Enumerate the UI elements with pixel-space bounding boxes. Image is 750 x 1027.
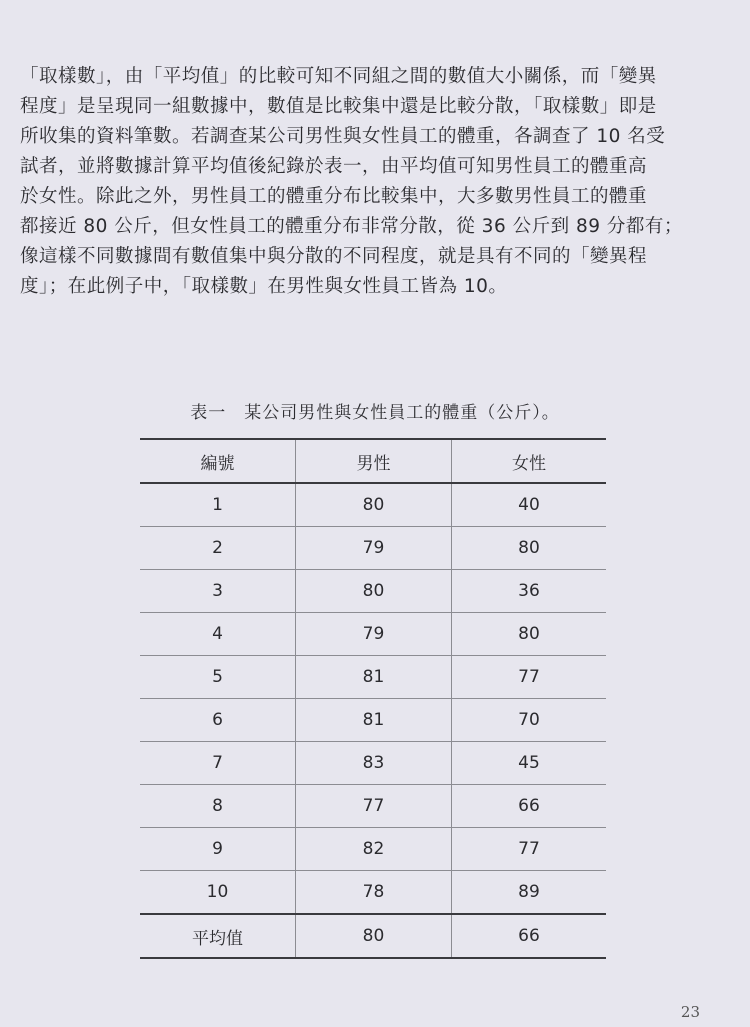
cell-id: 2 xyxy=(140,527,296,570)
table-row xyxy=(140,570,606,613)
cell-female: 80 xyxy=(452,527,607,570)
cell-average-label: 平均值 xyxy=(140,914,296,958)
header-id: 編號 xyxy=(140,439,296,483)
cell-male: 77 xyxy=(296,785,452,828)
table-row xyxy=(140,828,606,871)
header-female: 女性 xyxy=(452,439,607,483)
cell-female: 66 xyxy=(452,785,607,828)
table-caption: 表一 某公司男性與女性員工的體重（公斤）。 xyxy=(190,403,560,423)
table-row xyxy=(140,527,606,570)
table-row xyxy=(140,742,606,785)
cell-id: 5 xyxy=(140,656,296,699)
cell-male: 82 xyxy=(296,828,452,871)
table-row xyxy=(140,656,606,699)
body-paragraph xyxy=(20,62,730,302)
paragraph-line: 度」；在此例子中，「取樣數」在男性與女性員工皆為 10。 xyxy=(20,276,508,297)
paragraph-line: 「取樣數」，由「平均值」的比較可知不同組之間的數值大小關係，而「變異 xyxy=(20,66,657,87)
cell-female: 40 xyxy=(452,483,607,527)
paragraph-line: 所收集的資料筆數。若調查某公司男性與女性員工的體重，各調查了 10 名受 xyxy=(20,126,666,147)
cell-id: 6 xyxy=(140,699,296,742)
cell-male: 79 xyxy=(296,613,452,656)
paragraph-line: 試者，並將數據計算平均值後紀錄於表一，由平均值可知男性員工的體重高 xyxy=(20,156,648,177)
cell-id: 8 xyxy=(140,785,296,828)
header-male: 男性 xyxy=(296,439,452,483)
page-number: 23 xyxy=(680,1003,700,1021)
cell-id: 9 xyxy=(140,828,296,871)
cell-female: 45 xyxy=(452,742,607,785)
table-header-row xyxy=(140,439,606,483)
cell-female: 70 xyxy=(452,699,607,742)
paragraph-line: 像這樣不同數據間有數值集中與分散的不同程度，就是具有不同的「變異程 xyxy=(20,246,648,267)
cell-average-male: 80 xyxy=(296,914,452,958)
cell-id: 7 xyxy=(140,742,296,785)
average-row xyxy=(140,914,606,958)
cell-male: 80 xyxy=(296,483,452,527)
table-row xyxy=(140,785,606,828)
cell-female: 77 xyxy=(452,828,607,871)
cell-average-female: 66 xyxy=(452,914,607,958)
table-row xyxy=(140,483,606,527)
cell-female: 89 xyxy=(452,871,607,915)
cell-female: 80 xyxy=(452,613,607,656)
cell-male: 80 xyxy=(296,570,452,613)
paragraph-line: 都接近 80 公斤，但女性員工的體重分布非常分散，從 36 公斤到 89 分都有； xyxy=(20,216,683,237)
cell-female: 77 xyxy=(452,656,607,699)
table-row xyxy=(140,613,606,656)
cell-id: 3 xyxy=(140,570,296,613)
weight-table xyxy=(140,438,606,959)
cell-male: 79 xyxy=(296,527,452,570)
table-row xyxy=(140,699,606,742)
cell-female: 36 xyxy=(452,570,607,613)
table-row xyxy=(140,871,606,915)
cell-male: 81 xyxy=(296,656,452,699)
cell-id: 1 xyxy=(140,483,296,527)
paragraph-line: 於女性。除此之外，男性員工的體重分布比較集中，大多數男性員工的體重 xyxy=(20,186,648,207)
cell-male: 78 xyxy=(296,871,452,915)
cell-male: 81 xyxy=(296,699,452,742)
cell-id: 4 xyxy=(140,613,296,656)
paragraph-line: 程度」是呈現同一組數據中，數值是比較集中還是比較分散，「取樣數」即是 xyxy=(20,96,657,117)
cell-id: 10 xyxy=(140,871,296,915)
cell-male: 83 xyxy=(296,742,452,785)
